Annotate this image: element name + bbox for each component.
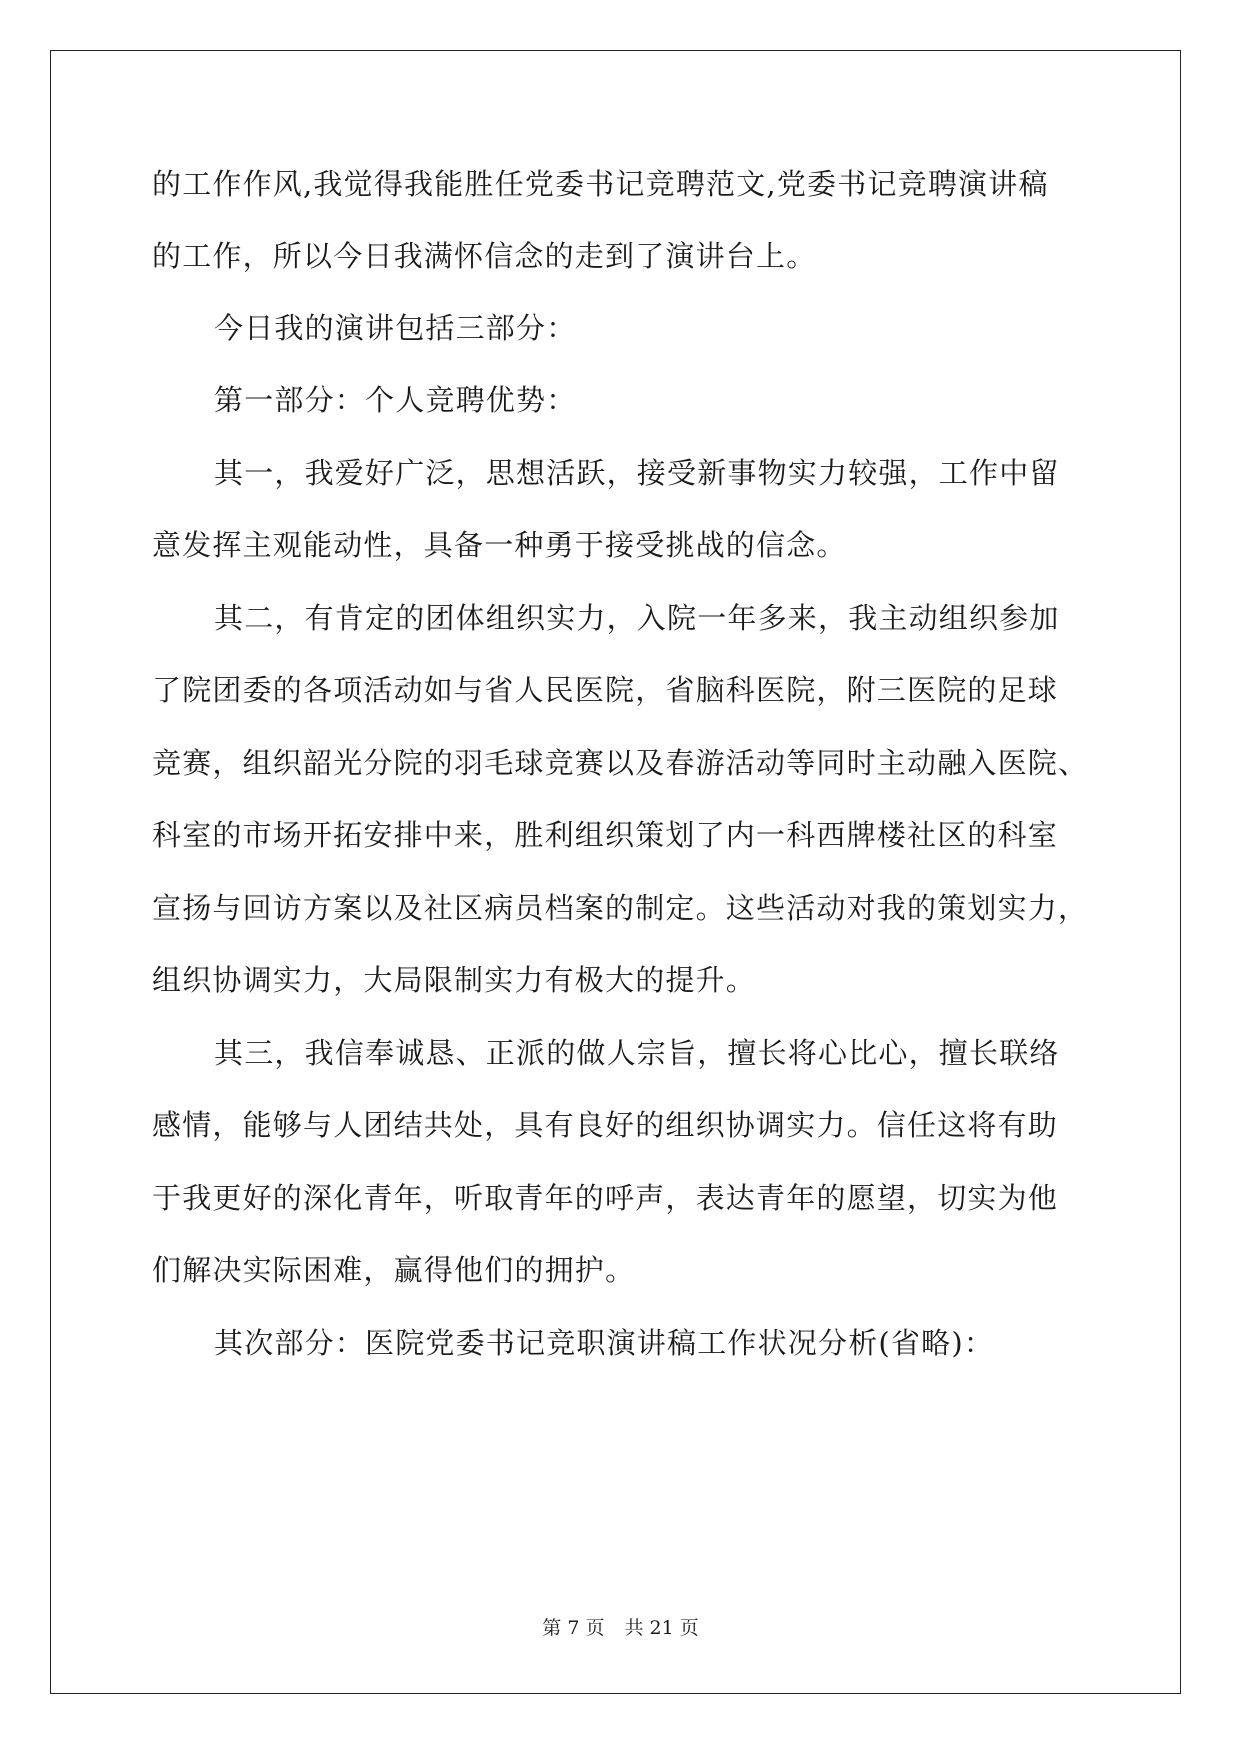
text-line: 竞赛，组织韶光分院的羽毛球竞赛以及春游活动等同时主动融入医院、 (152, 746, 1089, 780)
text-line: 其次部分：医院党委书记竞职演讲稿工作状况分析(省略)： (214, 1326, 995, 1360)
text-line: 于我更好的深化青年，听取青年的呼声，表达青年的愿望，切实为他 (152, 1181, 1059, 1215)
text-line: 了院团委的各项活动如与省人民医院，省脑科医院，附三医院的足球 (152, 673, 1059, 707)
text-line: 宣扬与回访方案以及社区病员档案的制定。这些活动对我的策划实力， (152, 891, 1089, 925)
text-line: 科室的市场开拓安排中来，胜利组织策划了内一科西牌楼社区的科室 (152, 818, 1059, 852)
text-line: 的工作，所以今日我满怀信念的走到了演讲台上。 (152, 239, 817, 273)
text-line: 其二，有肯定的团体组织实力，入院一年多来，我主动组织参加 (214, 601, 1060, 635)
page-total: 共 21 页 (624, 1617, 699, 1639)
text-line: 第一部分：个人竞聘优势： (214, 383, 577, 417)
text-line: 意发挥主观能动性，具备一种勇于接受挑战的信念。 (152, 528, 847, 562)
page-border (50, 50, 1181, 1694)
text-line: 们解决实际困难，赢得他们的拥护。 (152, 1253, 636, 1287)
text-line: 其一，我爱好广泛，思想活跃，接受新事物实力较强，工作中留 (214, 456, 1060, 490)
page-number: 第 7 页 (542, 1617, 605, 1639)
text-line: 其三，我信奉诚恳、正派的做人宗旨，擅长将心比心，擅长联络 (214, 1036, 1060, 1070)
text-line: 今日我的演讲包括三部分： (214, 311, 577, 345)
page-footer (0, 1613, 1241, 1640)
text-line: 组织协调实力，大局限制实力有极大的提升。 (152, 963, 757, 997)
text-line: 的工作作风,我觉得我能胜任党委书记竞聘范文,党委书记竞聘演讲稿 (152, 167, 1049, 201)
text-line: 感情，能够与人团结共处，具有良好的组织协调实力。信任这将有助 (152, 1108, 1059, 1142)
